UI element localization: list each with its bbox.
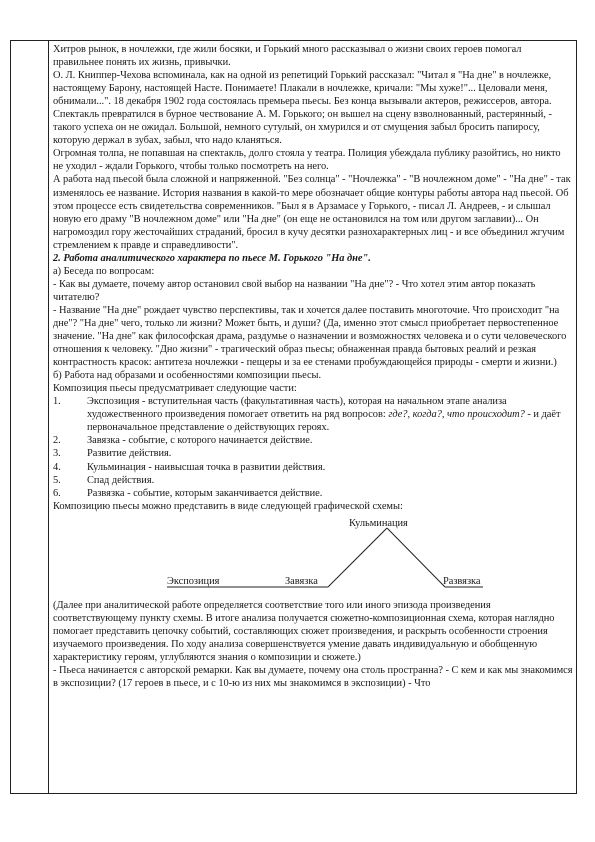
document-content [53,43,573,690]
list-text: Развитие действия. [87,448,172,460]
list-number: 1. [53,396,61,408]
exposition-label: Экспозиция [167,575,220,587]
paragraph: - Название "На дне" рождает чувство перспективы, так и хочется далее поставить многоточие. Что происходит "на дне"? "На дне" чего, только ли жизни? Может быть, и души? (Да, именно этот смысл приобретает первостепенное значение. "На дне" как философская драма, раздумье о назначении и возможностях человека и о сути человеческого отношения к человеку. "Дно жизни" - трагический образ пьесы; обнаженная правда бытовых реалий и резкая контрастность красок: антитеза ночлежки - пещеры и за ее стенами пробуждающейся природы - смерти и жизни.) [53,304,567,369]
list-text: - и даёт первоначальное представление о действующих героях. [87,409,561,434]
paragraph: О. Л. Книппер-Чехова вспоминала, как на одной из репетиций Горький рассказал: "Читал я "На дне" в ночлежке, настоящему Барону, настоящей Насте. Понимаете! Плакали в ночлежке, кричали: "Мы хуже!"... Целовали меня, обнимали...". 18 декабря 1902 года состоялась премьера пьесы. Без конца вызывали актеров, режиссеров, автора. Спектакль превратился в бурное чествование А. М. Горького; он вышел на сцену взволнованный, растерянный, - такого успеха он не ожидал. Большой, немного сутулый, он хмурился и от смущения забыл бросить папиросу, которую держал в зубах, забыл, что надо кланяться. [53,70,552,147]
paragraph: Композицию пьесы можно представить в виде следующей графической схемы: [53,500,403,512]
list-text: Завязка - событие, с которого начинается действие. [87,435,313,447]
list-text: Экспозиция - вступительная часть (факультативная часть), которая на начальном этапе анализа художественного произведения помогает ответить на ряд вопросов: [87,396,507,421]
paragraph: - Как вы думаете, почему автор остановил свой выбор на названии "На дне"? - Что хотел этим автор показать читателю? [53,278,536,303]
list-number: 6. [53,487,61,499]
list-item [53,447,573,460]
left-column [11,41,49,793]
list-item [53,434,573,447]
composition-parts-list [53,395,573,499]
list-number: 5. [53,474,61,486]
list-item [53,474,573,487]
list-item [53,461,573,474]
list-number: 2. [53,435,61,447]
section-heading: 2. Работа аналитического характера по пьесе М. Горького "На дне". [53,252,371,264]
resolution-label: Развязка [443,575,481,587]
plot-structure-diagram [53,515,573,599]
paragraph: А работа над пьесой была сложной и напряженной. "Без солнца" - "Ночлежка" - "В ночлежном доме" - "На дне" - так изменялось ее название. История названия в какой-то мере обозначает общие контуры работы автора над пьесой. Об этом процессе есть свидетельства современников. "Был я в Арзамасе у Горького, - писал Л. Андреев, - и слышал новую его драму "В ночлежном доме" или "На дне" (он еще не остановился на том или другом заглавии)... Он нагромоздил гору жесточайших страданий, бросил в кучу десятки разнохарактерных лиц - и все объединил жгучим стремлением к правде и справедливости". [53,174,571,251]
paragraph: (Далее при аналитической работе определяется соответствие того или иного эпизода произведения соответствующему пункту схемы. В итоге анализа получается сюжетно-композиционная схема, которая наглядно помогает представить цепочку событий, составляющих сюжет произведения, и раскрыть особенности строения изучаемого произведения. По ходу анализа совершенствуется умение давать индивидуальную и обобщенную характеристику героям, углубляются знания о композиции и сюжете.) [53,599,555,663]
paragraph: - Пьеса начинается с авторской ремарки. Как вы думаете, почему она столь пространна? - С кем и как мы знакомимся в экспозиции? (17 героев в пьесе, и с 10-ю из них мы знакомимся в экспозиции) - Что [53,664,573,689]
paragraph: Огромная толпа, не попавшая на спектакль, долго стояла у театра. Полиция убеждала публику разойтись, но никто не уходил - ждали Горького, чтобы только посмотреть на него. [53,148,561,173]
falling-action-line [387,528,445,587]
table-frame [10,40,577,794]
paragraph: Хитров рынок, в ночлежки, где жили босяки, и Горький много рассказывал о жизни своих героев помогал правильнее понять их жизнь, привычки. [53,44,522,69]
list-number: 3. [53,448,61,460]
rising-action-line [328,528,387,587]
climax-label: Кульминация [349,517,408,529]
list-item [53,487,573,500]
list-text: Развязка - событие, которым заканчивается действие. [87,487,323,499]
paragraph: а) Беседа по вопросам: [53,265,155,277]
list-text: Спад действия. [87,474,155,486]
list-text-italic: где?, когда?, что происходит? [388,409,525,421]
list-text: Кульминация - наивысшая точка в развитии действия. [87,461,326,473]
paragraph: б) Работа над образами и особенностями композиции пьесы. [53,370,322,382]
setup-label: Завязка [285,575,318,587]
list-item [53,395,573,434]
list-number: 4. [53,461,61,473]
paragraph: Композиция пьесы предусматривает следующие части: [53,383,297,395]
